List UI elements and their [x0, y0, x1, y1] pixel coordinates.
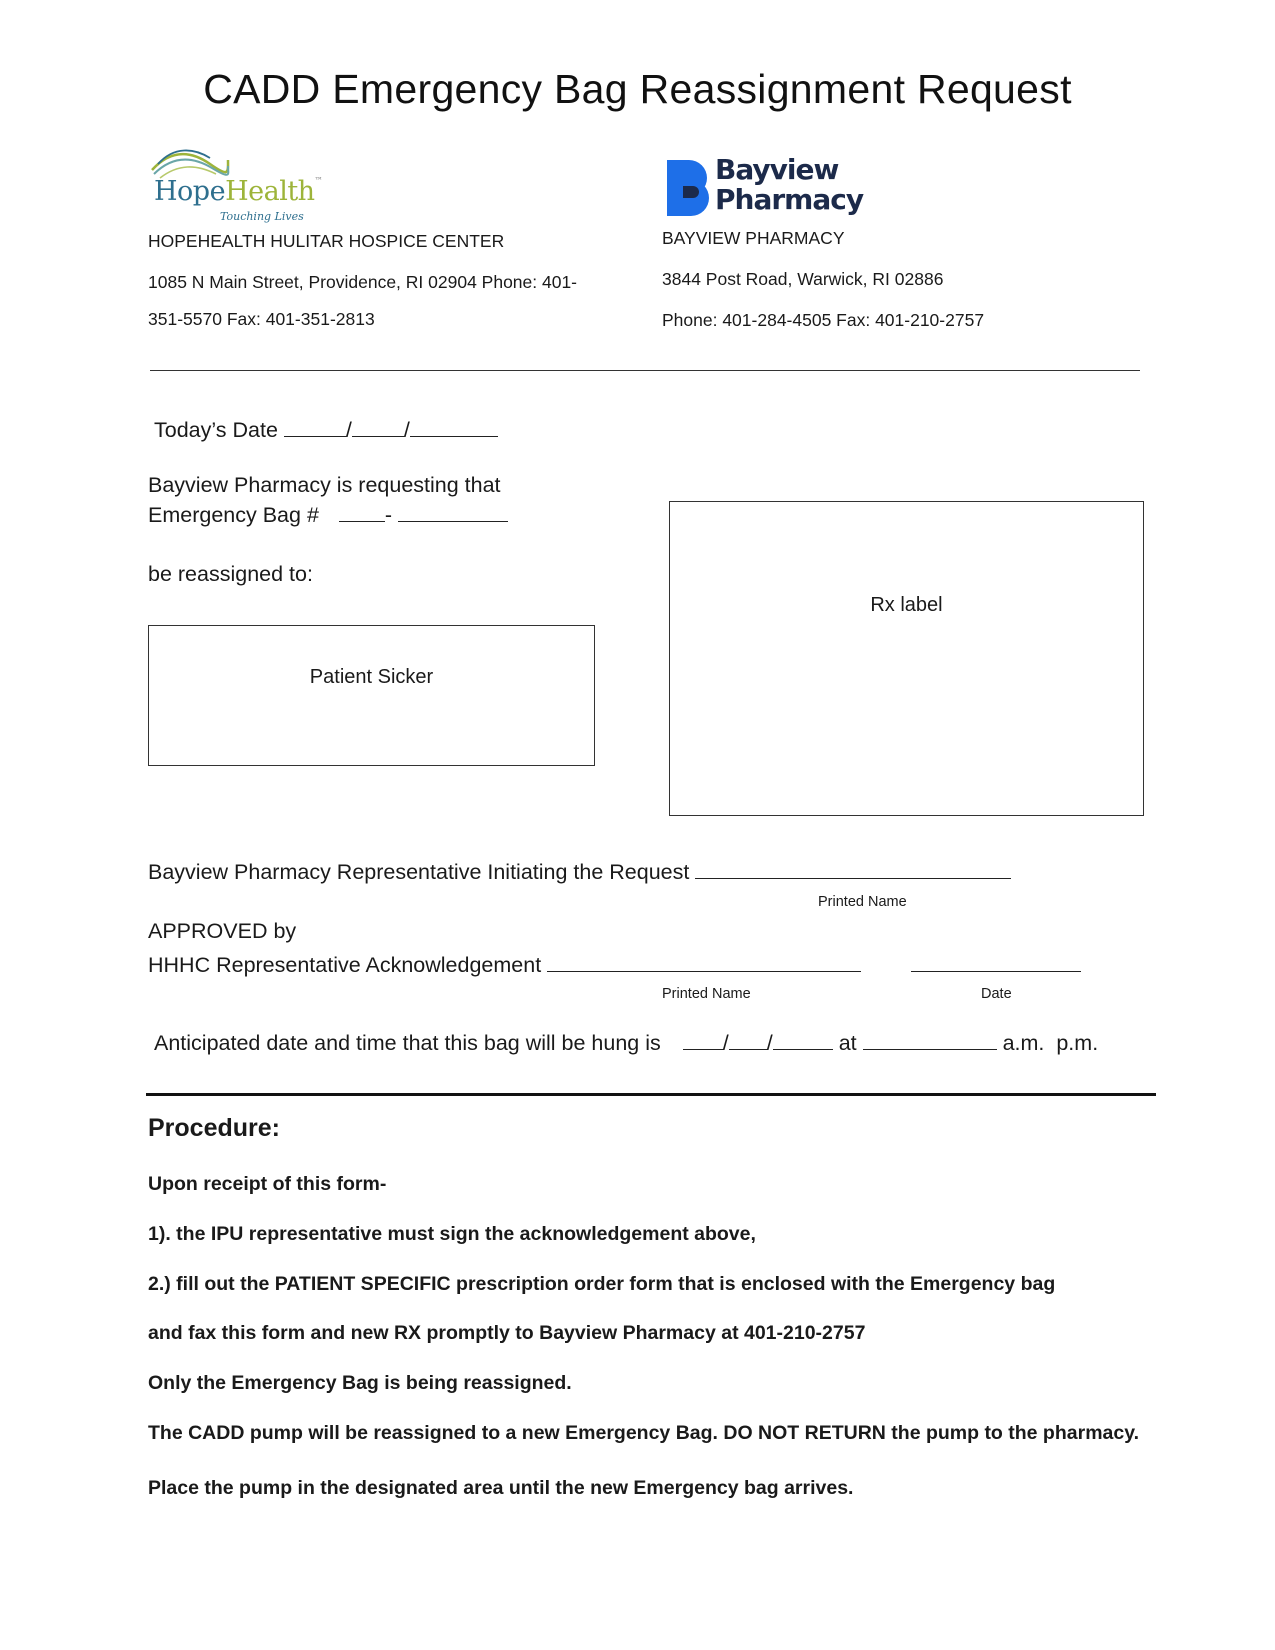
request-line1: Bayview Pharmacy is requesting that — [148, 473, 501, 497]
printed-name-caption-2: Printed Name — [662, 986, 751, 1002]
procedure-line: Upon receipt of this form- — [148, 1173, 387, 1195]
anticipated-label: Anticipated date and time that this bag will be hung is — [154, 1031, 661, 1055]
bayview-logo — [667, 153, 867, 224]
bag-number-field[interactable] — [398, 503, 508, 522]
procedure-line: The CADD pump will be reassigned to a new Emergency Bag. DO NOT RETURN the pump to the pharmacy. — [148, 1422, 1140, 1444]
hopehealth-logo — [150, 146, 335, 226]
approved-by-label: APPROVED by — [148, 919, 297, 943]
hopehealth-tm: ™ — [314, 176, 323, 185]
bayview-logo-line1: Bayview — [715, 153, 839, 186]
date-month-field[interactable] — [284, 418, 346, 437]
bayview-logo-line2: Pharmacy — [715, 183, 864, 216]
bayview-b-icon — [667, 160, 709, 216]
hopehealth-logo-text-part2: Health — [225, 176, 315, 207]
procedure-heading: Procedure: — [148, 1114, 280, 1142]
patient-sticker-box[interactable] — [148, 625, 595, 766]
hung-time-field[interactable] — [863, 1031, 997, 1050]
procedure-divider — [146, 1093, 1156, 1096]
rx-label-text: Rx label — [870, 594, 943, 616]
at-label: at — [838, 1031, 857, 1055]
page-title: CADD Emergency Bag Reassignment Request — [203, 66, 1072, 112]
request-line2: Emergency Bag # - — [148, 503, 508, 528]
rep-initiating-label: Bayview Pharmacy Representative Initiating the Request — [148, 860, 690, 884]
rep-initiating-name-field[interactable] — [695, 860, 1011, 879]
hopehealth-address-line1: 1085 N Main Street, Providence, RI 02904 Phone: 401- — [148, 272, 578, 292]
bag-number-prefix-field[interactable] — [339, 503, 385, 522]
date-day-field[interactable] — [352, 418, 404, 437]
header-divider — [150, 370, 1140, 371]
hopehealth-center-name: HOPEHEALTH HULITAR HOSPICE CENTER — [148, 231, 505, 251]
hung-month-field[interactable] — [683, 1031, 723, 1050]
hhhc-ack-label: HHHC Representative Acknowledgement — [148, 953, 542, 977]
bayview-logo-text — [715, 155, 863, 215]
procedure-line: Only the Emergency Bag is being reassigned. — [148, 1372, 572, 1394]
todays-date-row: Today’s Date / / — [154, 418, 498, 443]
procedure-line: 1). the IPU representative must sign the acknowledgement above, — [148, 1223, 756, 1245]
bayview-address: 3844 Post Road, Warwick, RI 02886 — [662, 269, 944, 289]
date-caption: Date — [981, 986, 1012, 1002]
procedure-line: 2.) fill out the PATIENT SPECIFIC prescription order form that is enclosed with the Emergency bag — [148, 1273, 1056, 1295]
reassigned-label: be reassigned to: — [148, 562, 313, 586]
emergency-bag-label: Emergency Bag # — [148, 503, 319, 527]
hopehealth-swoosh-icon — [150, 146, 230, 180]
bayview-phone-fax: Phone: 401-284-4505 Fax: 401-210-2757 — [662, 310, 985, 330]
hopehealth-address-line2: 351-5570 Fax: 401-351-2813 — [148, 309, 375, 329]
hhhc-ack-name-field[interactable] — [547, 953, 861, 972]
hopehealth-logo-text-part1: Hope — [154, 176, 226, 207]
rep-initiating-row — [148, 860, 1011, 885]
date-year-field[interactable] — [410, 418, 498, 437]
hhhc-ack-row — [148, 953, 1081, 978]
rx-label-box[interactable] — [669, 501, 1144, 816]
hhhc-ack-date-field[interactable] — [911, 953, 1081, 972]
hung-year-field[interactable] — [773, 1031, 833, 1050]
procedure-line: and fax this form and new RX promptly to Bayview Pharmacy at 401-210-2757 — [148, 1322, 866, 1344]
hopehealth-tagline: Touching Lives — [220, 210, 304, 223]
patient-sticker-label: Patient Sicker — [309, 666, 434, 688]
hopehealth-logo-text — [154, 176, 322, 207]
anticipated-row: Anticipated date and time that this bag will be hung is / / at a.m. p.m. — [154, 1031, 1099, 1055]
printed-name-caption: Printed Name — [818, 894, 907, 910]
bayview-name: BAYVIEW PHARMACY — [662, 228, 845, 248]
procedure-line: Place the pump in the designated area until the new Emergency bag arrives. — [148, 1477, 854, 1499]
hung-day-field[interactable] — [729, 1031, 767, 1050]
todays-date-label: Today’s Date — [154, 418, 278, 442]
am-pm-label: a.m. p.m. — [1002, 1031, 1099, 1055]
